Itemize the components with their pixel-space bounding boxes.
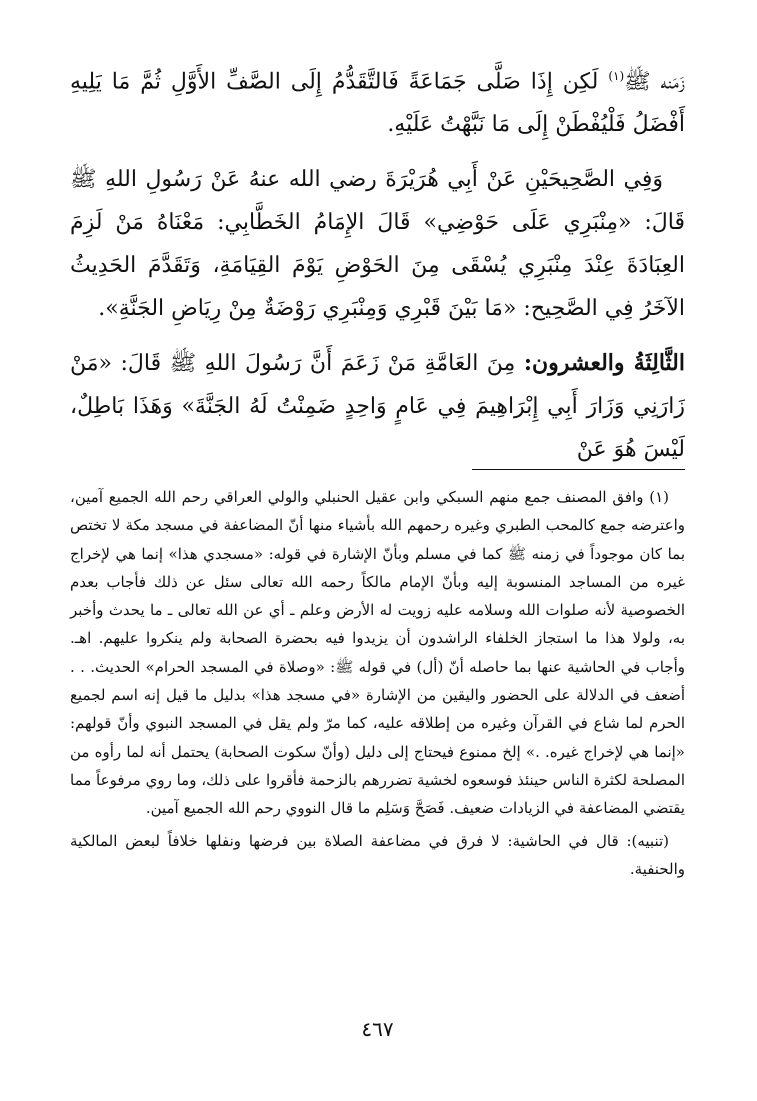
paragraph-3 bbox=[70, 342, 685, 471]
footnote-reference: (١) bbox=[608, 69, 625, 83]
footnotes bbox=[70, 483, 685, 887]
footnote-divider bbox=[472, 469, 685, 470]
footnote-note: (تنبيه): قال في الحاشية: لا فرق في مضاعفة الصلاة بين فرضها ونفلها خلافاً لبعض المالكية والحنفية. bbox=[70, 831, 685, 878]
footnote-1: (١) وافق المصنف جمع منهم السبكي وابن عقيل الحنبلي والولي العراقي رحم الله الجميع آمين، واعترضه جمع كالمحب الطبري وغيره رحمهم الله بأشياء منها أنّ المضاعفة في مسجد مكة لا تختص بما كان موجوداً في زمنه ﷺ كما في مسلم وبأنّ الإشارة في قوله: «مسجدي هذا» إنما هي لإخراج غيره من المساجد المنسوبة إليه وبأنّ الإمام مالكاً رحمه الله تعالى سئل عن ذلك فأجاب بعدم الخصوصية لأنه صلوات الله وسلامه عليه زويت له الأرض وعلم ـ أي عن الله تعالى ـ ما يحدث وأخبر به، ولولا هذا ما استجاز الخلفاء الراشدون أن يزيدوا فيه بحضرة الصحابة ولم ينكروا عليهم. اهـ. وأجاب في الحاشية عنها بما حاصله أنّ (أل) في قوله ﷺ: «وصلاة في المسجد الحرام» الحديث. . . أضعف في الدلالة على الحضور واليقين من الإشارة «في مسجد هذا» بدليل ما قيل إنه اسم لجميع الحرم لما شاع في القرآن وغيره من إطلاقه عليه، كما مرّ ولم يقل في المسجد النبوي وأنّ قولهم: «إنما هي لإخراج غيره. .» إلخ ممنوع فيحتاج إلى دليل (وأنّ سكوت الصحابة) يحتمل أنه لما رأوه من المصلحة لكثرة الناس حينئذ فوسعوه لخشية تضررهم بالزحمة فأقروا على ذلك، وما روي مرفوعاً مما يقتضي المضاعفة في الزيادات ضعيف. فَصَحَّ وَسَلِم ما قال النووي رحم الله الجميع آمين. bbox=[70, 488, 685, 818]
main-text bbox=[70, 55, 685, 471]
section-heading: الثَّالِثَةُ والعشرون: bbox=[523, 350, 685, 377]
paragraph-1-start: زَمَنه ﷺ bbox=[624, 69, 686, 95]
page-number: ٤٦٧ bbox=[361, 1017, 394, 1041]
document-page bbox=[70, 55, 685, 1055]
paragraph-2: وَفِي الصَّحِيحَيْنِ عَنْ أَبِي هُرَيْرَةَ رضي الله عنهُ عَنْ رَسُولِ اللهِ ﷺ قَالَ: «مِنْبَرِي عَلَى حَوْضِي» قَالَ الإِمَامُ الخَطَّابِي: مَعْنَاهُ مَنْ لَزِمَ العِبَادَةَ عِنْدَ مِنْبَرِي يُسْقَى مِنَ الحَوْضِ يَوْمَ القِيَامَةِ، وَتَقَدَّمَ الحَدِيثُ الآخَرُ فِي الصَّحِيح: «مَا بَيْنَ قَبْرِي وَمِنْبَرِي رَوْضَةٌ مِنْ رِيَاضِ الجَنَّةِ». bbox=[70, 167, 685, 322]
paragraph-1-rest: لَكِن إِذَا صَلَّى جَمَاعَةً فَالتَّقَدُّمُ إِلَى الصَّفِّ الأَوَّلِ ثُمَّ مَا يَلِيهِ أَفْضَلُ فَلْيُفْطَنْ إِلَى مَا نَبَّهْتُ عَلَيْهِ. bbox=[70, 69, 685, 138]
paragraph-1 bbox=[70, 55, 685, 146]
paragraph-3-body: مِنَ العَامَّةِ مَنْ زَعَمَ أَنَّ رَسُولَ اللهِ ﷺ قَالَ: «مَنْ زَارَنِي وَزَارَ أَبِي إِبْرَاهِيمَ فِي عَامٍ وَاحِدٍ ضَمِنْتُ لَهُ الجَنَّةَ» وَهَذَا بَاطِلٌ، لَيْسَ هُوَ عَنْ bbox=[70, 351, 685, 463]
